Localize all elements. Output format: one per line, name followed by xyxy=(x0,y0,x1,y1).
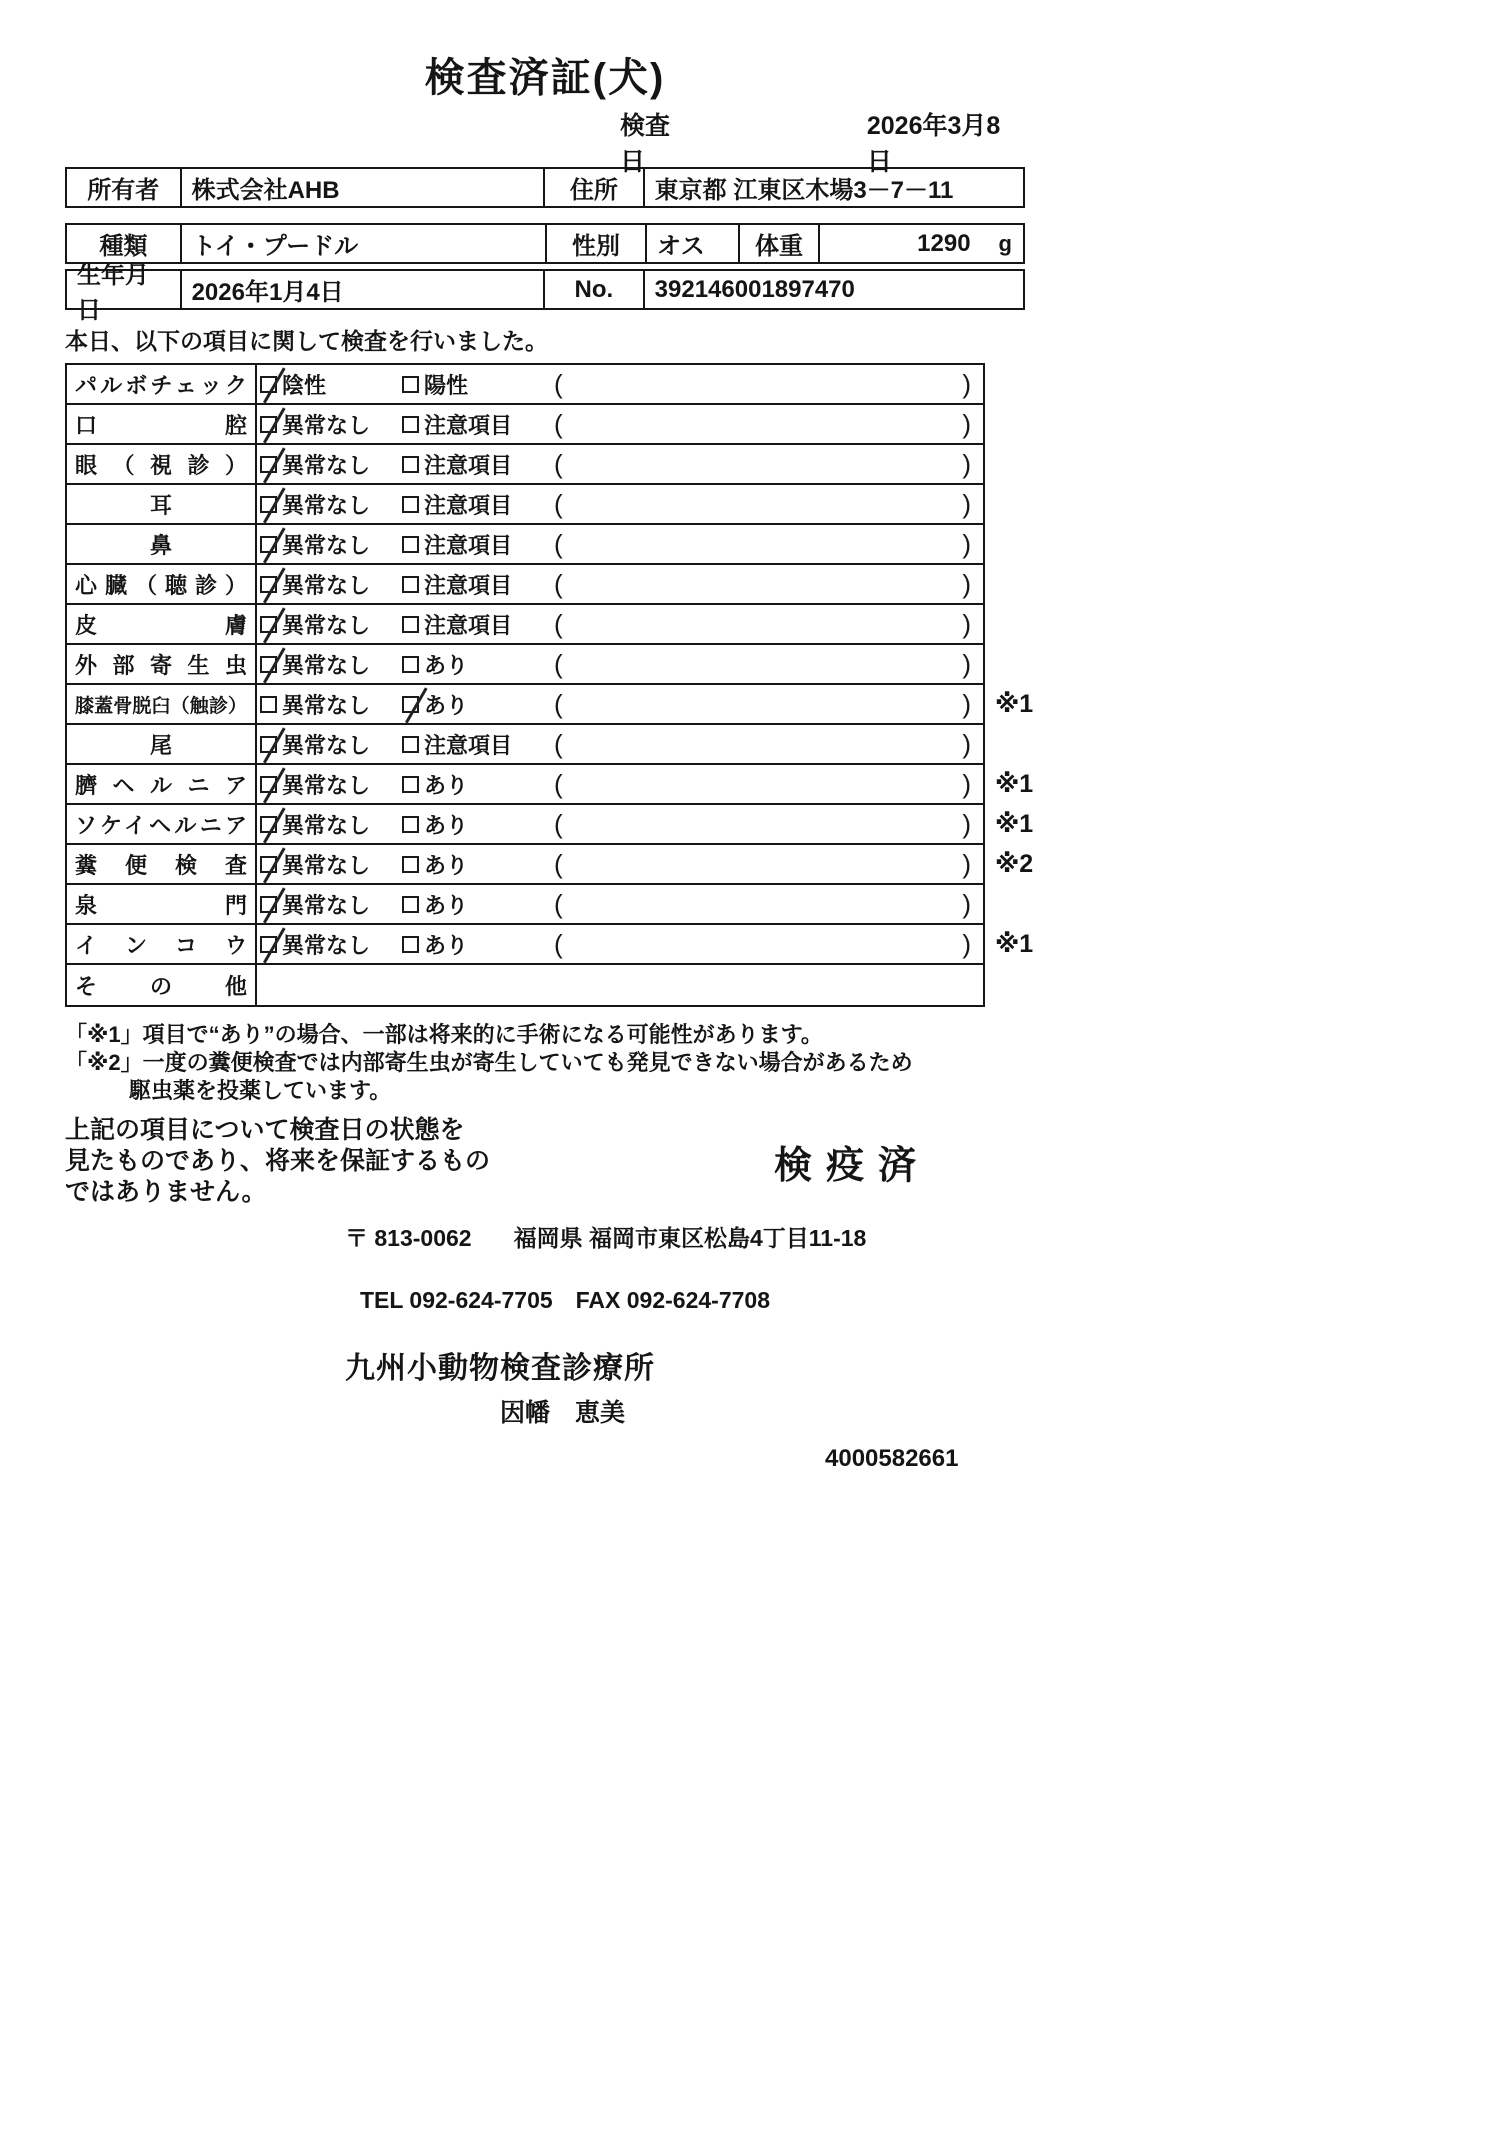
option-1 xyxy=(260,649,402,680)
option-label: 注意項目 xyxy=(424,612,513,638)
checkbox-checked-icon xyxy=(260,536,277,553)
option-1 xyxy=(260,729,402,760)
clinic-tel-fax: TEL 092-624-7705 FAX 092-624-7708 xyxy=(360,1287,771,1313)
inspection-item-label: インコウ xyxy=(67,925,257,963)
checkbox-unchecked-icon xyxy=(402,416,419,433)
option-label: あり xyxy=(424,692,469,718)
inspection-row xyxy=(67,645,983,685)
checkbox-checked-icon xyxy=(260,776,277,793)
inspection-item-label: パルボチェック xyxy=(67,365,257,403)
inspection-item-label: 心臓（聴診） xyxy=(67,565,257,603)
breed-row xyxy=(65,223,1025,264)
footnote-2-continued: 駆虫薬を投薬しています。 xyxy=(129,1078,392,1103)
option-label: 異常なし xyxy=(282,492,371,518)
inspection-row xyxy=(67,565,983,605)
option-1 xyxy=(260,889,402,920)
checkbox-unchecked-icon xyxy=(402,576,419,593)
checkbox-unchecked-icon xyxy=(402,776,419,793)
number-value: 392146001897470 xyxy=(654,275,855,303)
checkbox-unchecked-icon xyxy=(402,456,419,473)
checkbox-checked-icon xyxy=(402,696,419,713)
breed-label: 種類 xyxy=(67,225,182,262)
option-label: 異常なし xyxy=(282,572,371,598)
footnote-mark: ※1 xyxy=(995,810,1034,838)
inspection-row-content xyxy=(257,845,983,883)
option-label: あり xyxy=(424,932,469,958)
clinic-address: 福岡県 福岡市東区松島4丁目11-18 xyxy=(513,1225,867,1251)
inspection-row xyxy=(67,365,983,405)
inspection-row xyxy=(67,685,1034,725)
option-1 xyxy=(260,409,402,440)
inspection-item-label: 眼（視診） xyxy=(67,445,257,483)
birthdate-label: 生年月日 xyxy=(67,271,182,308)
inspection-row xyxy=(67,765,1034,805)
option-label: 異常なし xyxy=(282,412,371,438)
option-label: 異常なし xyxy=(282,692,371,718)
inspection-item-label: 尾 xyxy=(67,725,257,763)
checkbox-unchecked-icon xyxy=(260,696,277,713)
option-2 xyxy=(402,729,552,760)
footnote-mark: ※1 xyxy=(995,690,1034,718)
result-blank: ( ) xyxy=(554,688,971,719)
inspection-row xyxy=(67,925,1034,965)
clinic-address-row xyxy=(345,1220,1025,1253)
inspection-item-label: 外部寄生虫 xyxy=(67,645,257,683)
owner-label: 所有者 xyxy=(67,169,182,206)
result-blank: ( ) xyxy=(554,368,971,399)
checkbox-unchecked-icon xyxy=(402,936,419,953)
result-blank: ( ) xyxy=(554,768,971,799)
result-blank: ( ) xyxy=(554,488,971,519)
inspection-row-content xyxy=(257,445,983,483)
option-label: 異常なし xyxy=(282,532,371,558)
checkbox-checked-icon xyxy=(260,736,277,753)
option-2 xyxy=(402,889,552,920)
option-label: 注意項目 xyxy=(424,572,513,598)
inspection-row-content xyxy=(257,725,983,763)
option-label: 異常なし xyxy=(282,892,371,918)
option-1 xyxy=(260,689,402,720)
quarantine-stamp: 検疫済 xyxy=(773,1145,930,1187)
option-2 xyxy=(402,929,552,960)
intro-text: 本日、以下の項目に関して検査を行いました。 xyxy=(65,328,548,354)
option-label: 異常なし xyxy=(282,612,371,638)
option-label: 異常なし xyxy=(282,772,371,798)
inspection-row xyxy=(67,805,1034,845)
option-label: 異常なし xyxy=(282,852,371,878)
clinic-name: 九州小動物検査診療所 xyxy=(345,1352,655,1385)
option-2 xyxy=(402,689,552,720)
checkbox-unchecked-icon xyxy=(402,856,419,873)
inspection-row-content xyxy=(257,805,983,843)
option-2 xyxy=(402,809,552,840)
option-1 xyxy=(260,529,402,560)
inspection-row xyxy=(67,885,983,925)
option-2 xyxy=(402,489,552,520)
sex-value: オス xyxy=(647,225,740,262)
option-label: 注意項目 xyxy=(424,492,513,518)
checkbox-checked-icon xyxy=(260,936,277,953)
inspection-row-content xyxy=(257,525,983,563)
checkbox-checked-icon xyxy=(260,856,277,873)
option-2 xyxy=(402,369,552,400)
inspection-item-label: その他 xyxy=(67,965,257,1005)
checkbox-checked-icon xyxy=(260,656,277,673)
footnote-mark: ※1 xyxy=(995,770,1034,798)
disclaimer-line-2: 見たものであり、将来を保証するもの xyxy=(65,1147,491,1175)
option-1 xyxy=(260,769,402,800)
clinic-postal-code: 〒 813-0062 xyxy=(345,1225,472,1251)
inspection-row-content xyxy=(257,765,983,803)
result-blank: ( ) xyxy=(554,888,971,919)
checkbox-unchecked-icon xyxy=(402,816,419,833)
inspection-row-content xyxy=(257,685,983,723)
option-label: あり xyxy=(424,652,469,678)
inspection-date-label: 検査日 xyxy=(620,112,671,176)
page-title: 検査済証(犬) xyxy=(424,56,666,100)
owner-value: 株式会社AHB xyxy=(182,169,545,206)
inspection-row-content xyxy=(257,365,983,403)
breed-value: トイ・プードル xyxy=(182,225,547,262)
option-label: あり xyxy=(424,772,469,798)
checkbox-unchecked-icon xyxy=(402,496,419,513)
option-1 xyxy=(260,929,402,960)
option-2 xyxy=(402,649,552,680)
option-label: 異常なし xyxy=(282,652,371,678)
inspection-row xyxy=(67,525,983,565)
footnote-2: 「※2」一度の糞便検査では内部寄生虫が寄生していても発見できない場合があるため xyxy=(65,1050,913,1075)
veterinarian-name: 因幡 恵美 xyxy=(500,1399,626,1427)
inspection-item-label: 膝蓋骨脱臼（触診） xyxy=(67,685,257,723)
number-label: No. xyxy=(545,271,645,308)
checkbox-unchecked-icon xyxy=(402,736,419,753)
inspection-row-content xyxy=(257,925,983,963)
option-label: 異常なし xyxy=(282,732,371,758)
inspection-item-label: 泉門 xyxy=(67,885,257,923)
result-blank: ( ) xyxy=(554,448,971,479)
inspection-item-label: ソケイヘルニア xyxy=(67,805,257,843)
result-blank: ( ) xyxy=(554,928,971,959)
inspection-row xyxy=(67,445,983,485)
checkbox-unchecked-icon xyxy=(402,616,419,633)
result-blank: ( ) xyxy=(554,608,971,639)
footnote-mark: ※1 xyxy=(995,930,1034,958)
option-1 xyxy=(260,609,402,640)
option-1 xyxy=(260,449,402,480)
inspection-row xyxy=(67,605,983,645)
option-2 xyxy=(402,409,552,440)
checkbox-unchecked-icon xyxy=(402,656,419,673)
inspection-item-label: 皮膚 xyxy=(67,605,257,643)
inspection-row xyxy=(67,845,1034,885)
inspection-row-content xyxy=(257,965,983,1005)
birthdate-value: 2026年1月4日 xyxy=(182,271,545,308)
option-1 xyxy=(260,849,402,880)
result-blank: ( ) xyxy=(554,648,971,679)
option-label: 異常なし xyxy=(282,932,371,958)
footnote-1: 「※1」項目で“あり”の場合、一部は将来的に手術になる可能性があります。 xyxy=(65,1022,823,1047)
footnote-mark: ※2 xyxy=(995,850,1034,878)
checkbox-checked-icon xyxy=(260,416,277,433)
checkbox-checked-icon xyxy=(260,376,277,393)
checkbox-unchecked-icon xyxy=(402,896,419,913)
owner-row xyxy=(65,167,1025,208)
inspection-item-label: 臍ヘルニア xyxy=(67,765,257,803)
checkbox-checked-icon xyxy=(260,616,277,633)
inspection-date-value: 2026年3月8日 xyxy=(866,112,1001,176)
option-2 xyxy=(402,529,552,560)
inspection-item-label: 口腔 xyxy=(67,405,257,443)
sex-label: 性別 xyxy=(547,225,647,262)
option-label: あり xyxy=(424,812,469,838)
option-label: 注意項目 xyxy=(424,532,513,558)
disclaimer-line-3: ではありません。 xyxy=(65,1178,267,1206)
weight-value: 1290 xyxy=(917,229,971,257)
inspection-row-content xyxy=(257,605,983,643)
option-label: 注意項目 xyxy=(424,412,513,438)
result-blank: ( ) xyxy=(554,848,971,879)
option-label: 異常なし xyxy=(282,812,371,838)
option-1 xyxy=(260,809,402,840)
disclaimer-section xyxy=(65,1115,1025,1208)
weight-unit: g xyxy=(998,230,1012,256)
option-label: 注意項目 xyxy=(424,452,513,478)
option-label: 陽性 xyxy=(424,372,469,398)
checkbox-checked-icon xyxy=(260,496,277,513)
inspection-table xyxy=(65,363,1034,1007)
inspection-row xyxy=(67,965,983,1005)
serial-number: 4000582661 xyxy=(825,1445,959,1472)
result-blank: ( ) xyxy=(554,728,971,759)
inspection-item-label: 耳 xyxy=(67,485,257,523)
option-1 xyxy=(260,489,402,520)
option-label: 異常なし xyxy=(282,452,371,478)
address-value: 東京都 江東区木場3－7－11 xyxy=(654,177,954,204)
option-2 xyxy=(402,609,552,640)
result-blank: ( ) xyxy=(554,408,971,439)
option-label: あり xyxy=(424,892,469,918)
inspection-row-content xyxy=(257,485,983,523)
option-label: あり xyxy=(424,852,469,878)
inspection-row xyxy=(67,405,983,445)
result-blank: ( ) xyxy=(554,528,971,559)
option-2 xyxy=(402,449,552,480)
result-blank: ( ) xyxy=(554,568,971,599)
checkbox-unchecked-icon xyxy=(402,536,419,553)
inspection-row-content xyxy=(257,645,983,683)
inspection-date-row xyxy=(620,112,1025,176)
result-blank: ( ) xyxy=(554,808,971,839)
inspection-row-content xyxy=(257,405,983,443)
option-label: 注意項目 xyxy=(424,732,513,758)
inspection-row xyxy=(67,725,983,765)
checkbox-checked-icon xyxy=(260,456,277,473)
footnotes xyxy=(65,1021,1025,1105)
certificate-content xyxy=(65,0,1034,1473)
option-2 xyxy=(402,849,552,880)
disclaimer-line-1: 上記の項目について検査日の状態を xyxy=(65,1116,465,1144)
option-label: 陰性 xyxy=(282,372,327,398)
weight-value-cell xyxy=(820,225,1022,262)
checkbox-unchecked-icon xyxy=(402,376,419,393)
option-1 xyxy=(260,569,402,600)
inspection-item-label: 糞便検査 xyxy=(67,845,257,883)
checkbox-checked-icon xyxy=(260,816,277,833)
address-label: 住所 xyxy=(545,169,645,206)
birthdate-row xyxy=(65,261,1025,324)
inspection-row xyxy=(67,485,983,525)
inspection-row-content xyxy=(257,885,983,923)
inspection-item-label: 鼻 xyxy=(67,525,257,563)
inspection-row-content xyxy=(257,565,983,603)
option-2 xyxy=(402,769,552,800)
checkbox-checked-icon xyxy=(260,896,277,913)
disclaimer-text xyxy=(65,1115,535,1208)
option-2 xyxy=(402,569,552,600)
checkbox-checked-icon xyxy=(260,576,277,593)
option-1 xyxy=(260,369,402,400)
weight-label: 体重 xyxy=(740,225,820,262)
